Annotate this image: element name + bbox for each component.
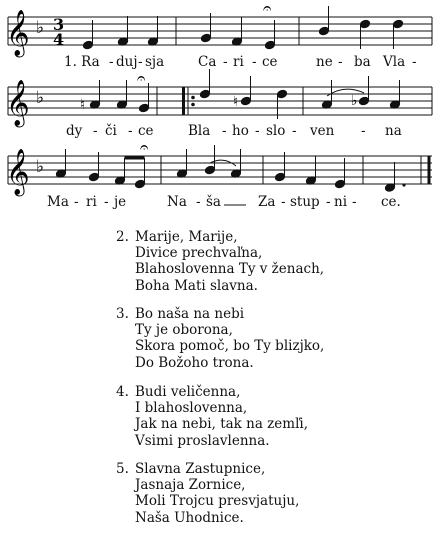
lyric-syllable: -	[352, 194, 357, 210]
lyric-syllable: -	[74, 194, 79, 210]
lyric-syllable: -	[361, 123, 366, 139]
lyric-syllable: -	[93, 123, 98, 139]
verse-line: Bo naša na nebi	[135, 306, 245, 322]
stanza-number: 3.	[116, 306, 129, 322]
stanza-number: 4.	[116, 384, 129, 400]
treble-clef-icon: 𝄞	[6, 149, 30, 195]
lyrics-system-3	[47, 194, 401, 210]
lyric-syllable: dy	[66, 123, 83, 139]
lyrics-system-1	[64, 54, 417, 70]
lyric-syllable: či	[105, 123, 117, 139]
lyric-syllable: -	[281, 194, 286, 210]
notes-system-1	[82, 6, 404, 50]
slur	[327, 89, 364, 96]
verse-line: Jak na nebi, tak na zemľi,	[135, 416, 309, 433]
lyric-syllable: -	[128, 123, 133, 139]
time-signature-bottom: 4	[53, 30, 65, 49]
sheet-music	[0, 0, 442, 215]
lyric-syllable: ni	[334, 194, 348, 210]
lyric-syllable: Bla	[188, 123, 211, 139]
fermata-icon: 𝄐	[137, 69, 146, 87]
verse-line: Skora pomoč, bo Ty blizjko,	[135, 338, 325, 355]
lyric-syllable: ho	[232, 123, 249, 139]
lyric-syllable: stup	[290, 194, 320, 210]
verse-line: Blahoslovenna Ty v ženach,	[135, 261, 325, 278]
lyric-syllable: Ma	[47, 194, 69, 210]
lyric-syllable: Vla	[383, 54, 406, 70]
lyric-syllable: ri	[233, 54, 244, 70]
lyric-syllable: duj	[116, 54, 138, 70]
verse-line: Do Božoho trona.	[135, 354, 254, 371]
verse-line: Marije, Marije,	[135, 229, 238, 245]
lyric-syllable: -	[222, 123, 227, 139]
lyric-syllable: ša	[206, 194, 221, 210]
lyric-syllable: je	[114, 194, 127, 210]
flat-key-signature-icon: ♭	[36, 157, 45, 177]
stanza-number: 2.	[116, 229, 129, 245]
verse-line: Moli Trojcu presvjatuju,	[135, 493, 300, 510]
lyric-syllable: -	[104, 194, 109, 210]
lyric-syllable: -	[326, 194, 331, 210]
flat-key-signature-icon: ♭	[36, 18, 45, 38]
lyric-syllable: 1. Ra	[64, 54, 100, 70]
verse-line: Budi veličenna,	[135, 384, 241, 400]
lyric-syllable: Na	[167, 194, 187, 210]
lyric-syllable: Za	[258, 194, 276, 210]
natural-sign-icon: ♮	[80, 97, 86, 113]
time-signature-top: 3	[53, 15, 65, 34]
stanza-number: 5.	[116, 461, 129, 477]
lyric-syllable: -	[196, 194, 201, 210]
lyric-syllable: ce.	[381, 194, 401, 210]
verse-line: Naša Uhodnice.	[135, 509, 244, 526]
lyric-syllable: slo	[266, 123, 286, 139]
lyric-syllable: ri	[86, 194, 97, 210]
lyric-syllable: -	[292, 123, 297, 139]
lyric-syllable: na	[385, 123, 402, 139]
verse-line: Boha Mati slavna.	[135, 277, 258, 294]
lyric-syllable: ne	[316, 54, 333, 70]
lyric-syllable: ce	[262, 54, 278, 70]
lyric-syllable: ven	[310, 123, 335, 139]
natural-sign-icon: ♮	[233, 94, 239, 110]
verse-line: Vsimi proslavlenna.	[135, 432, 270, 449]
lyric-syllable: -	[255, 123, 260, 139]
verse-line: Jasnaja Zornice,	[135, 477, 246, 494]
lyric-syllable: ba	[354, 54, 371, 70]
lyric-syllable: ce	[138, 123, 154, 139]
fermata-icon: 𝄐	[263, 0, 272, 17]
verse-line: Slavna Zastupnice,	[135, 461, 266, 477]
lyric-syllable: -	[412, 54, 417, 70]
notes-system-3	[55, 145, 400, 192]
treble-clef-icon: 𝄞	[6, 80, 30, 126]
lyric-syllable: -	[223, 54, 228, 70]
lyric-syllable: -	[338, 54, 343, 70]
verse-line: I blahoslovenna,	[135, 400, 248, 417]
lyrics-system-2	[66, 123, 402, 139]
verse-line: Ty je oborona,	[135, 322, 233, 339]
lyric-syllable: -	[109, 54, 114, 70]
flat-key-signature-icon: ♭	[36, 88, 45, 108]
lyric-syllable: sja	[145, 54, 165, 70]
dot	[402, 183, 405, 186]
lyric-syllable: -	[252, 54, 257, 70]
lyric-syllable: Ca	[198, 54, 217, 70]
fermata-icon: 𝄐	[140, 138, 149, 156]
lyric-syllable: -	[138, 54, 143, 70]
verse-line: Divice prechvaľna,	[135, 245, 263, 262]
flat-sign-icon: ♭	[351, 93, 358, 109]
treble-clef-icon: 𝄞	[6, 10, 30, 56]
